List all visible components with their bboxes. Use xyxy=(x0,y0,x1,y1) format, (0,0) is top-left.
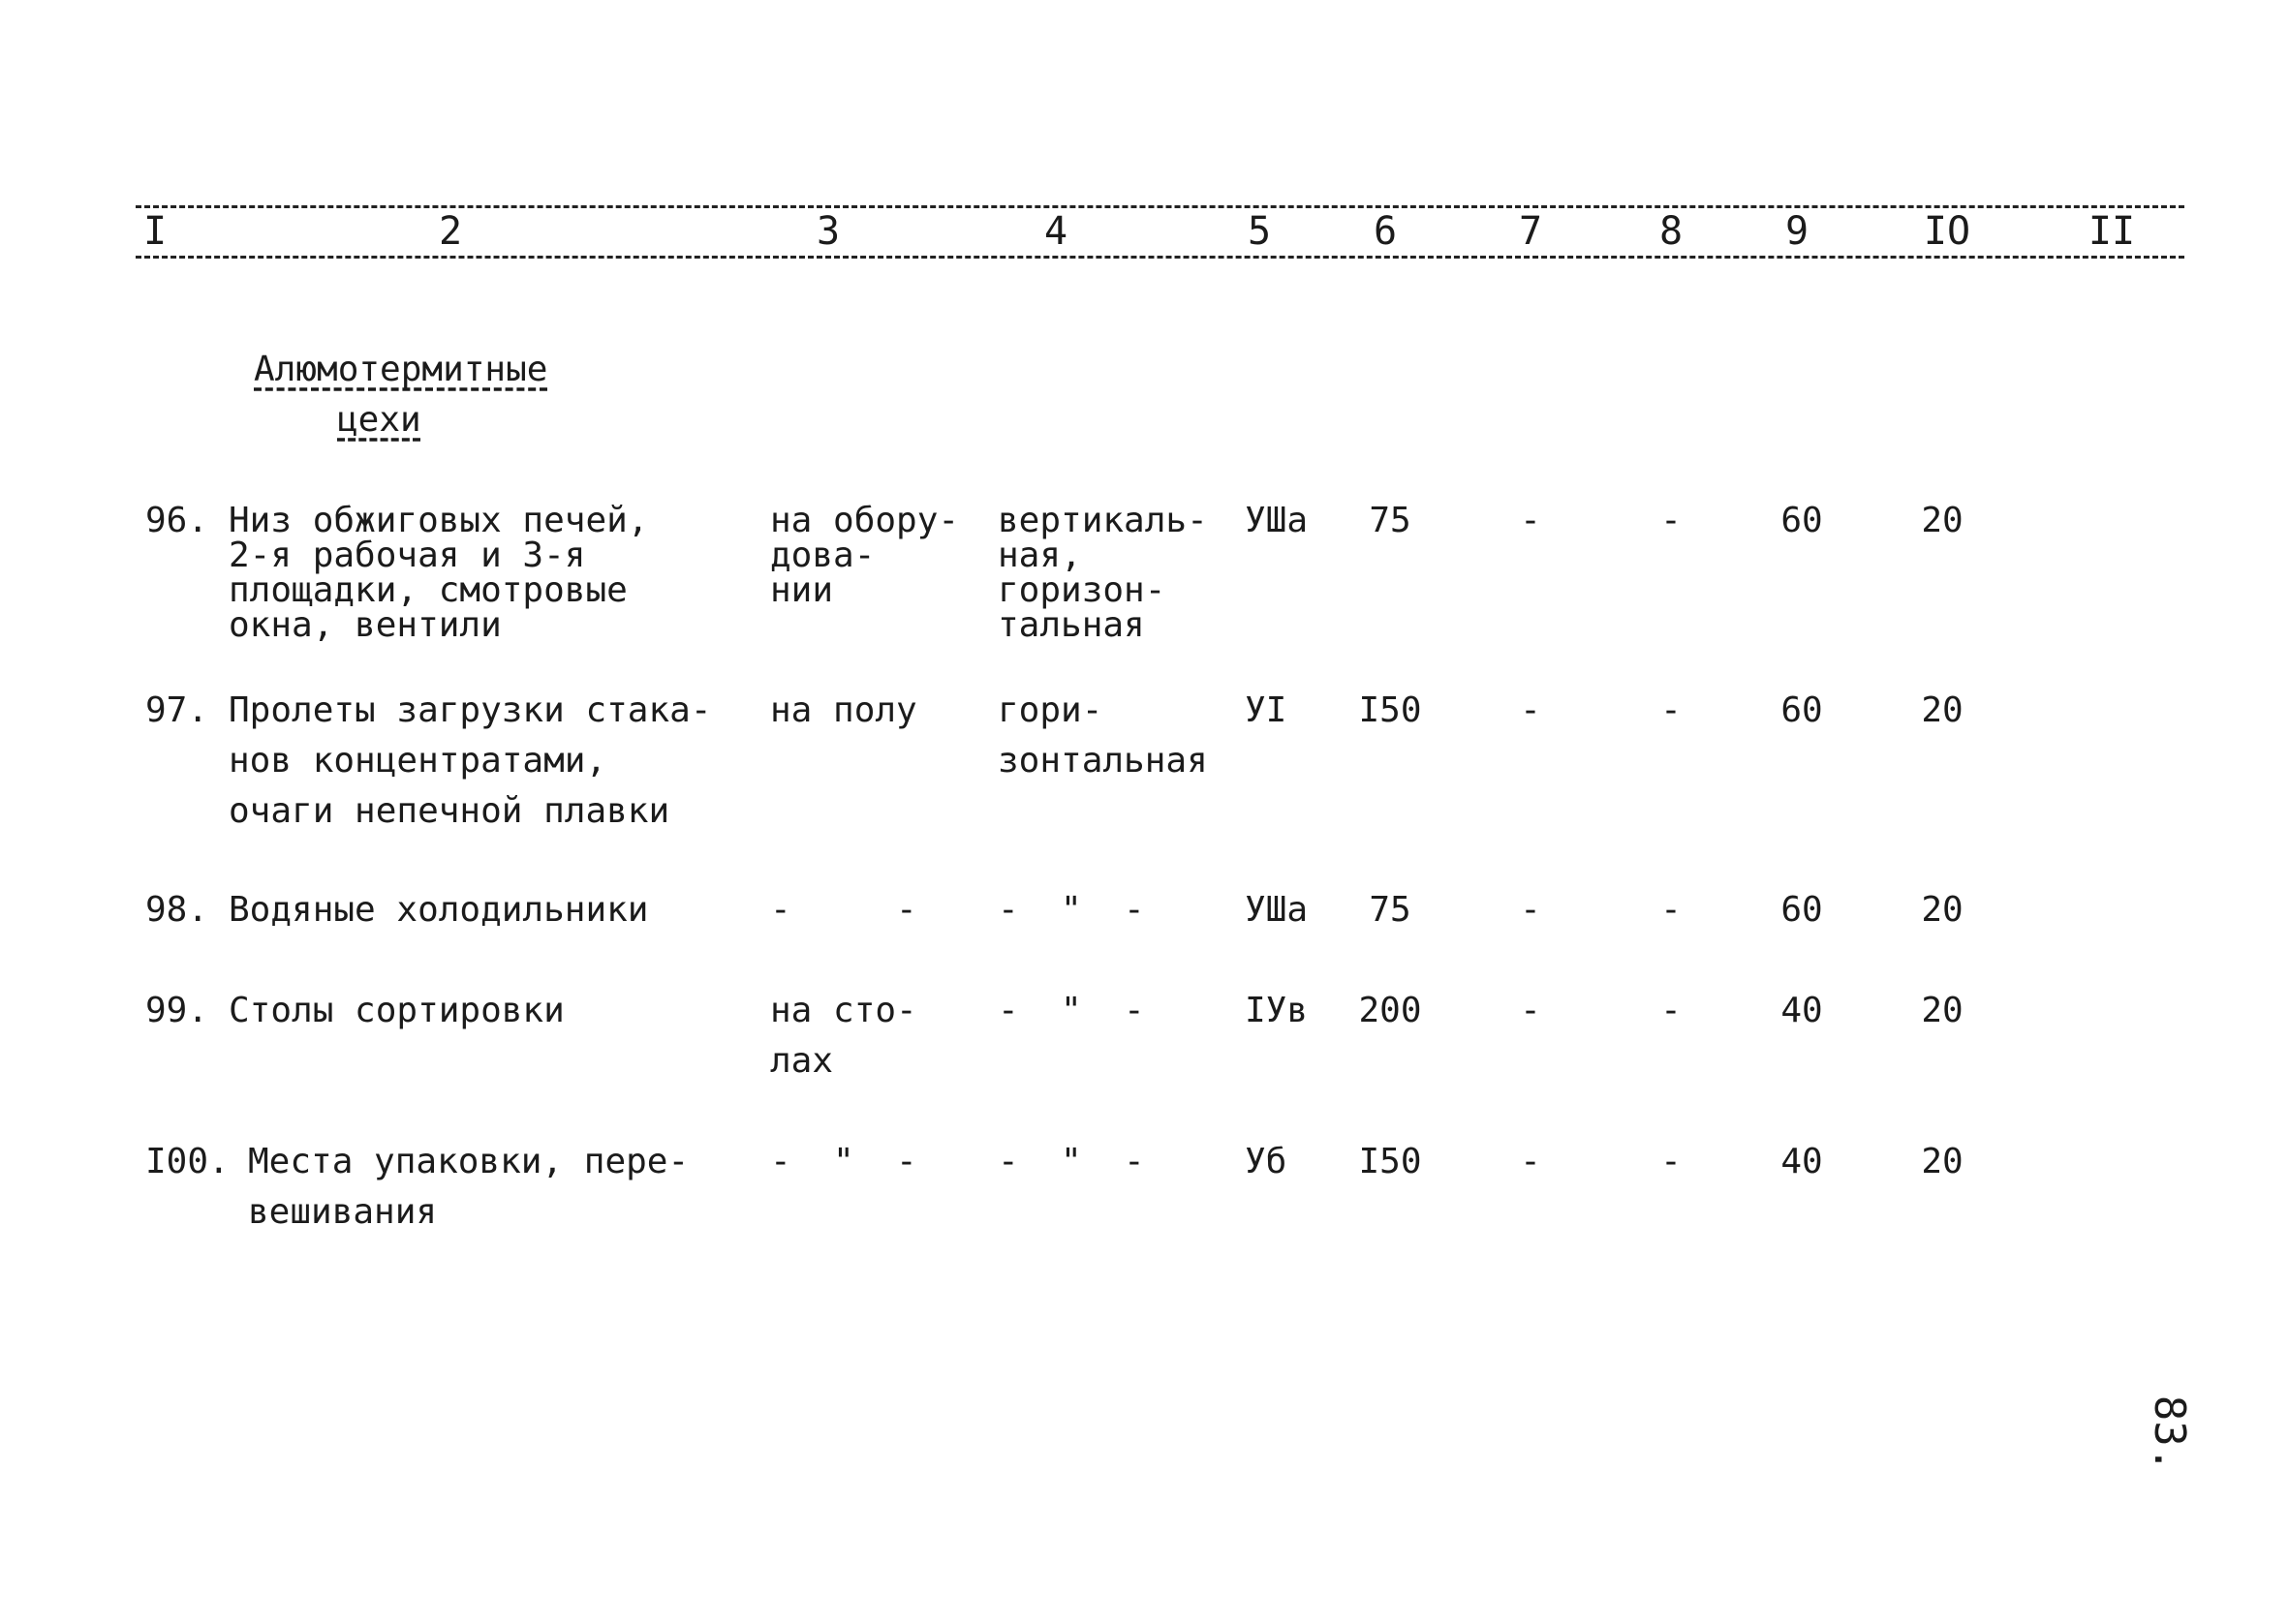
col10-value: 20 xyxy=(1921,991,1964,1030)
illuminance-value: 75 xyxy=(1369,890,1411,930)
row-number: 99. xyxy=(145,991,209,1030)
column-number: 2 xyxy=(438,209,463,254)
col9-value: 40 xyxy=(1780,991,1823,1030)
header-rule-bottom xyxy=(136,256,2184,259)
surface-location: на сто- лах xyxy=(770,991,917,1081)
col9-value: 60 xyxy=(1780,501,1823,540)
col8-value: - xyxy=(1660,1142,1682,1181)
col10-value: 20 xyxy=(1921,501,1964,540)
col10-value: 20 xyxy=(1921,890,1964,930)
column-number: 6 xyxy=(1373,209,1398,254)
plane-orientation: гори- зонтальная xyxy=(998,690,1208,781)
column-number: I xyxy=(142,209,168,254)
column-number: 7 xyxy=(1518,209,1543,254)
surface-location: - - xyxy=(770,890,917,930)
row-number: 97. xyxy=(145,690,209,730)
col9-value: 60 xyxy=(1780,690,1823,730)
page-number: 83. xyxy=(2145,1394,2195,1473)
column-number: II xyxy=(2088,209,2136,254)
plane-orientation: - " - xyxy=(998,991,1145,1030)
place-name: Низ обжиговых печей, 2-я рабочая и 3-я площадки, смотровые окна, вентили xyxy=(229,501,649,645)
row-number: 96. xyxy=(145,501,209,540)
place-name: Пролеты загрузки стака- нов концентратами, очаги непечной плавки xyxy=(229,690,712,831)
plane-orientation: - " - xyxy=(998,890,1145,930)
category-code: УШа xyxy=(1245,501,1309,540)
place-name: Места упаковки, пере- вешивания xyxy=(248,1142,690,1232)
surface-location: на обору- дова- нии xyxy=(770,501,960,610)
column-number: 4 xyxy=(1043,209,1068,254)
row-number: 98. xyxy=(145,890,209,930)
col8-value: - xyxy=(1660,991,1682,1030)
column-number: 5 xyxy=(1247,209,1272,254)
column-number: IO xyxy=(1923,209,1971,254)
section-title-line2: цехи xyxy=(337,400,421,440)
category-code: IУв xyxy=(1245,991,1309,1030)
column-number: 3 xyxy=(816,209,841,254)
col8-value: - xyxy=(1660,890,1682,930)
plane-orientation: вертикаль- ная, горизон- тальная xyxy=(998,501,1208,645)
col9-value: 40 xyxy=(1780,1142,1823,1181)
col7-value: - xyxy=(1520,501,1541,540)
category-code: Уб xyxy=(1245,1142,1287,1181)
surface-location: на полу xyxy=(770,690,917,730)
header-rule-top xyxy=(136,205,2184,208)
row-number: I00. xyxy=(145,1142,230,1181)
illuminance-value: 75 xyxy=(1369,501,1411,540)
col7-value: - xyxy=(1520,991,1541,1030)
col10-value: 20 xyxy=(1921,690,1964,730)
plane-orientation: - " - xyxy=(998,1142,1145,1181)
column-number: 8 xyxy=(1658,209,1684,254)
col9-value: 60 xyxy=(1780,890,1823,930)
illuminance-value: I50 xyxy=(1358,1142,1422,1181)
illuminance-value: 200 xyxy=(1358,991,1422,1030)
col8-value: - xyxy=(1660,501,1682,540)
column-number: 9 xyxy=(1784,209,1810,254)
col8-value: - xyxy=(1660,690,1682,730)
place-name: Столы сортировки xyxy=(229,991,565,1030)
place-name: Водяные холодильники xyxy=(229,890,649,930)
surface-location: - " - xyxy=(770,1142,917,1181)
category-code: УI xyxy=(1245,690,1287,730)
col7-value: - xyxy=(1520,1142,1541,1181)
section-title: Алюмотермитные xyxy=(254,350,548,389)
col7-value: - xyxy=(1520,690,1541,730)
illuminance-value: I50 xyxy=(1358,690,1422,730)
col7-value: - xyxy=(1520,890,1541,930)
col10-value: 20 xyxy=(1921,1142,1964,1181)
category-code: УШа xyxy=(1245,890,1309,930)
